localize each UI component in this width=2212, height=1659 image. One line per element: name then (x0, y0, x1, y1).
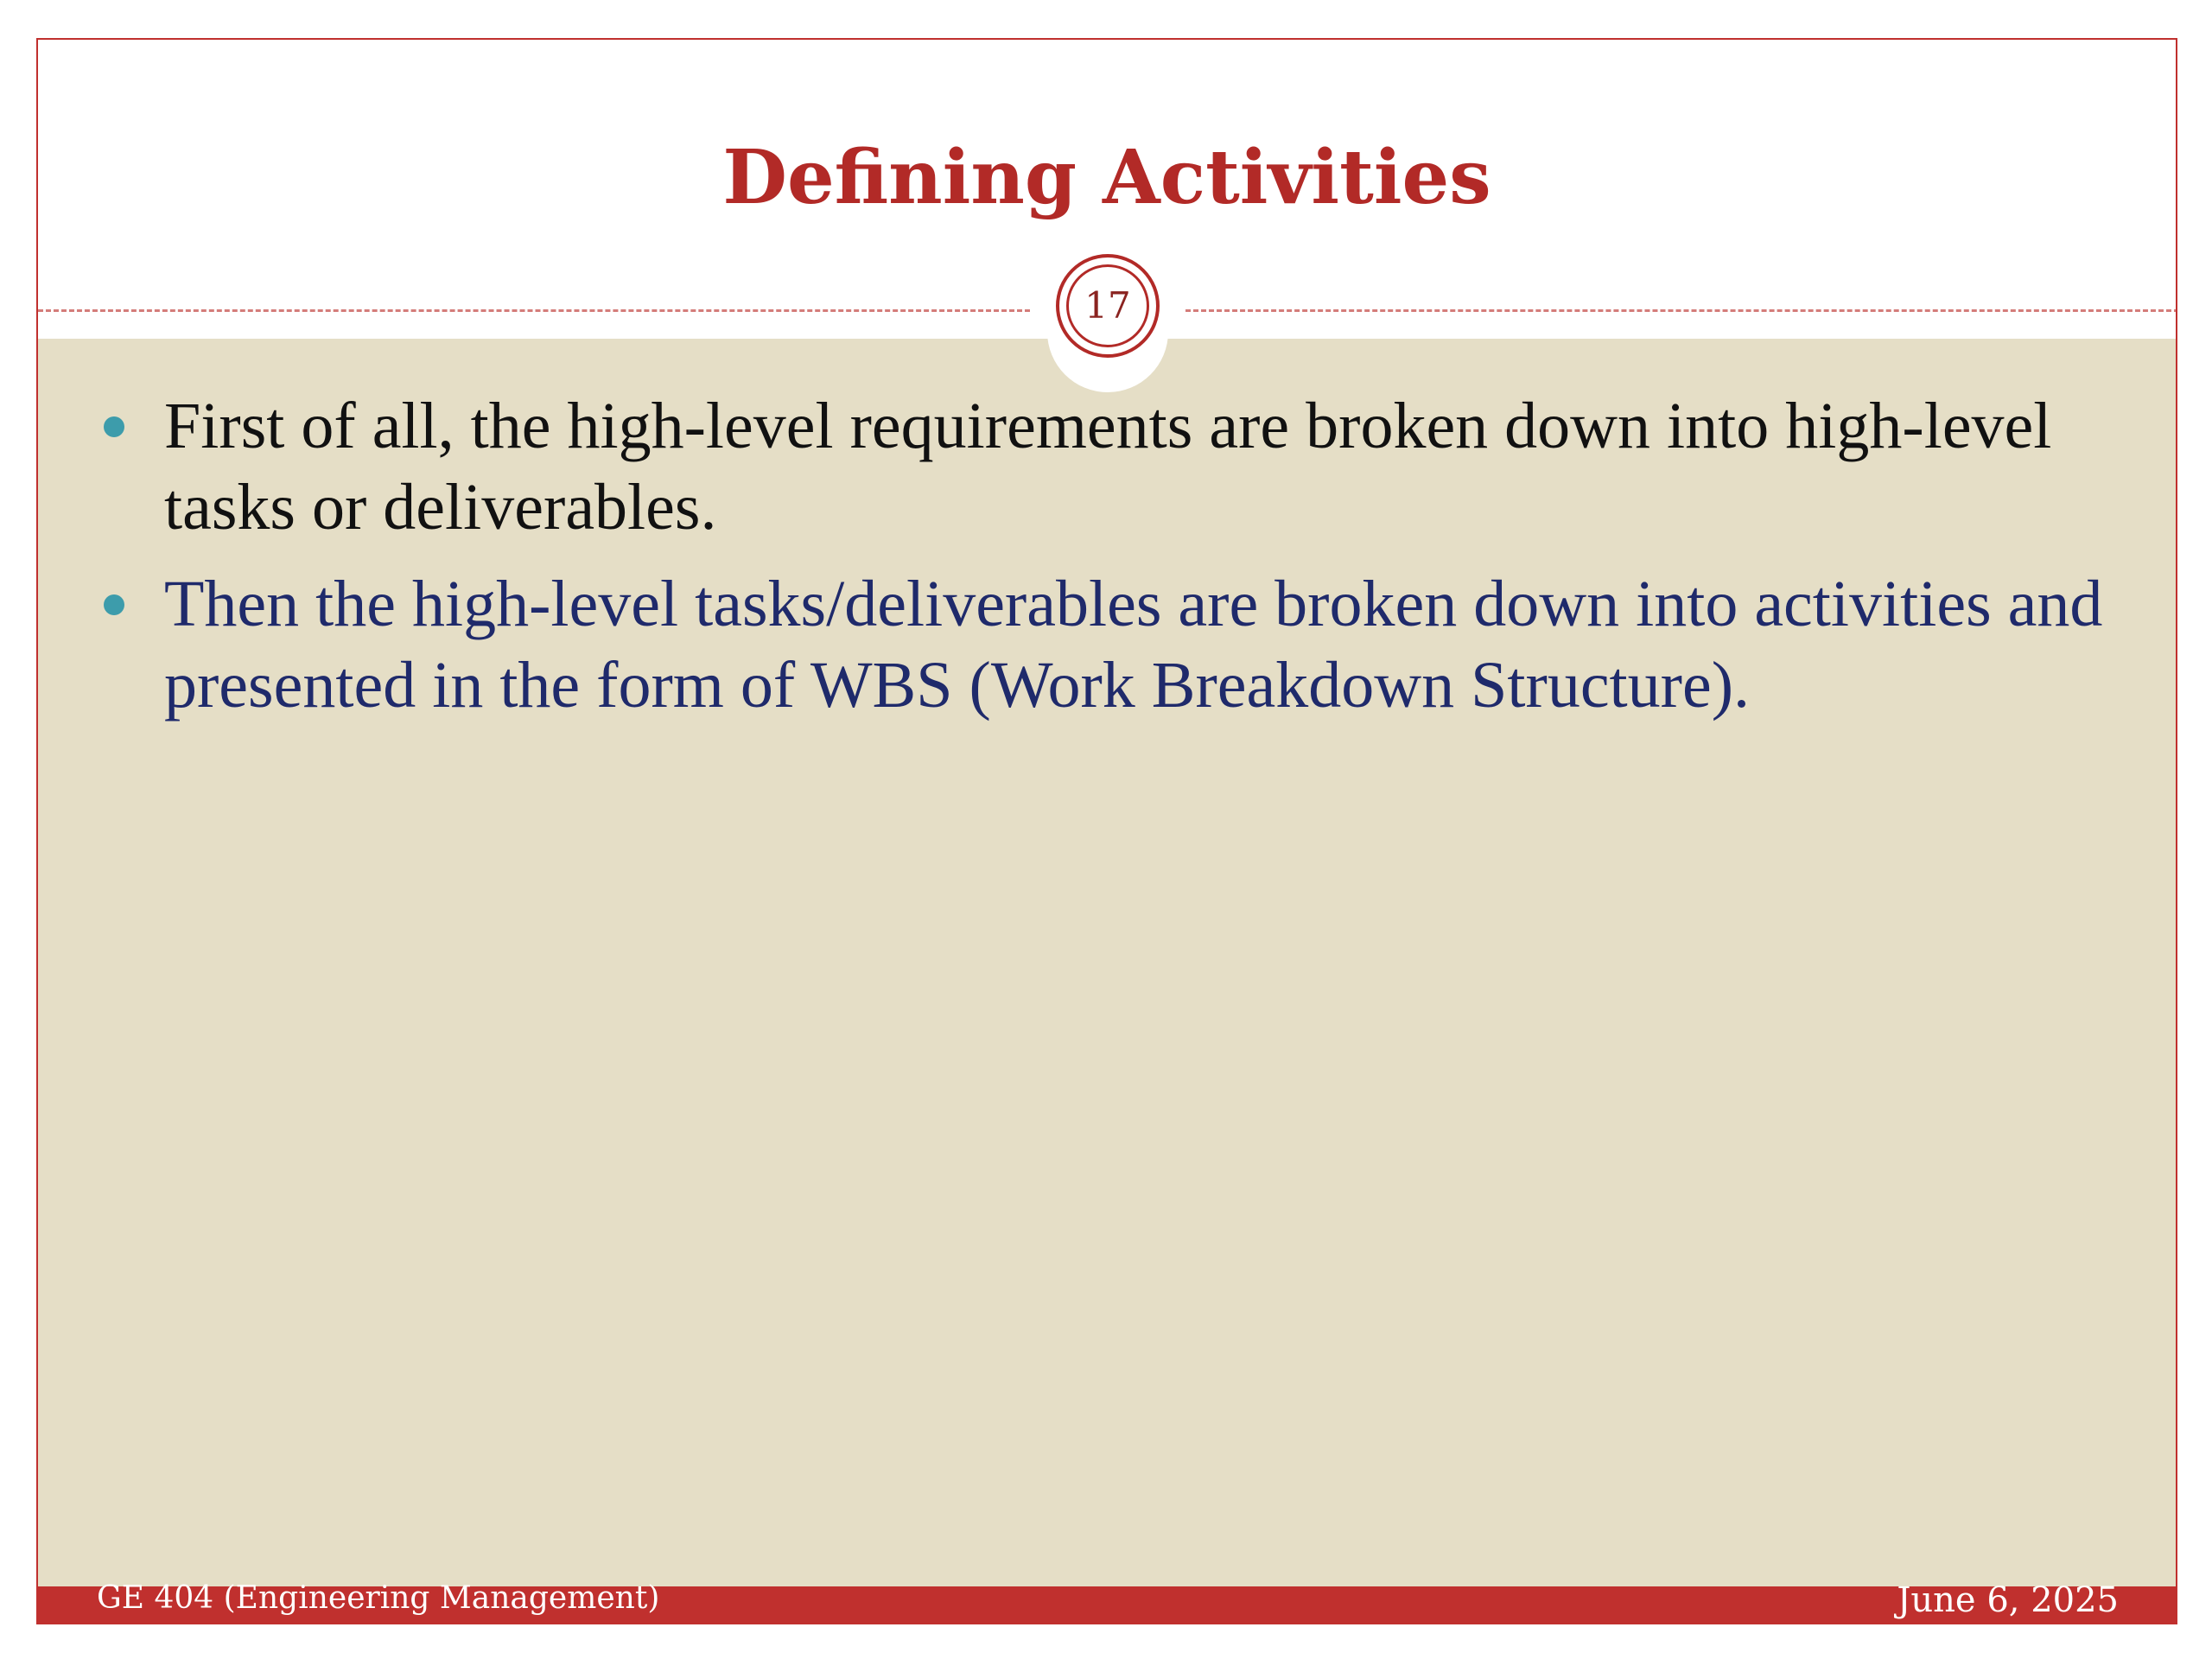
bullet-items (38, 385, 2176, 726)
content-text-layer (38, 339, 2176, 1586)
bullet-item-1 (38, 385, 2176, 548)
title-divider-left (38, 309, 1030, 312)
page-number: 17 (1066, 264, 1149, 347)
bullet-text-1: First of all, the high-level requirements are broken down into high-level tasks or deliverables. (164, 390, 2052, 543)
bullet-text-2: Then the high-level tasks/deliverables are broken down into activities and presented in the form of WBS (Work Breakdown Structure). (164, 568, 2103, 721)
slide-title: Defining Activities (722, 134, 1491, 221)
bullet-item-2 (38, 563, 2176, 726)
bullet-dot-icon (104, 416, 124, 437)
footer-date: June 6, 2025 (1897, 1580, 2119, 1620)
footer-course: GE 404 (Engineering Management) (97, 1580, 660, 1616)
footer-bar (38, 1580, 2176, 1624)
slide (36, 38, 2177, 1624)
title-divider-right (1185, 309, 2177, 312)
bullet-dot-icon (104, 594, 124, 615)
